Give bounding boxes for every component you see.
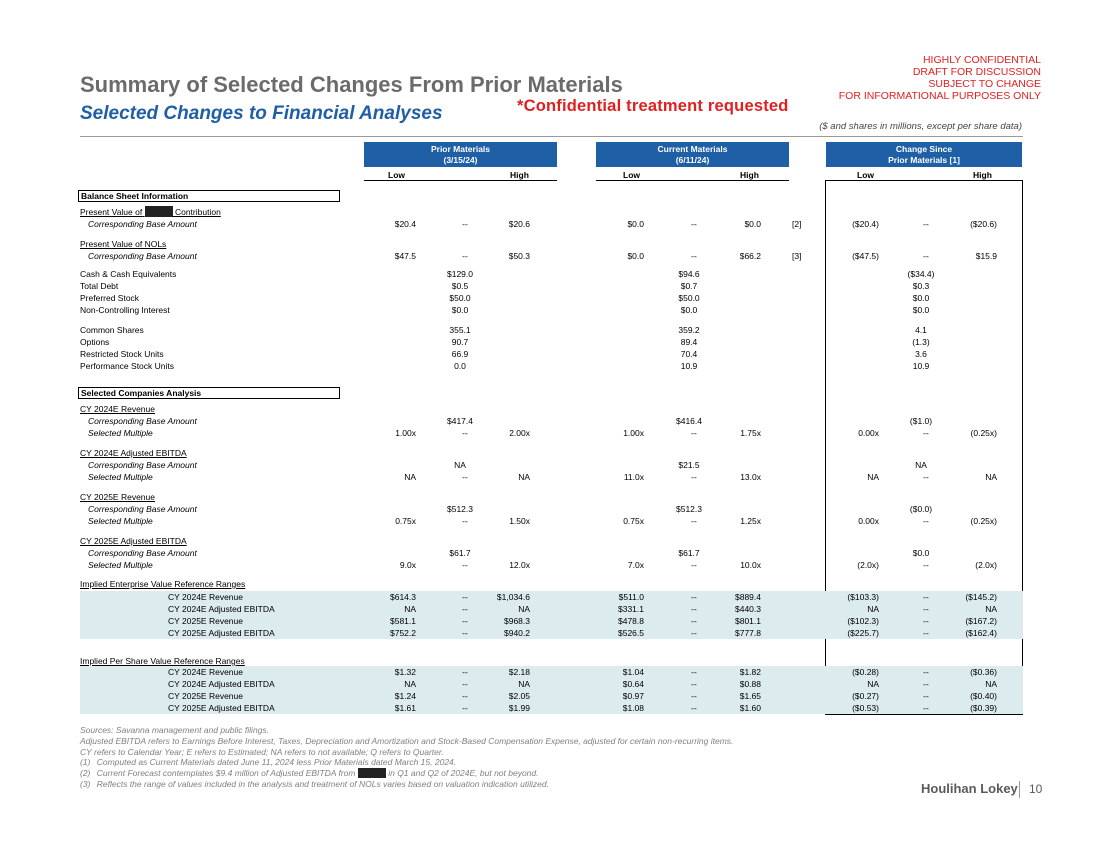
row-label: Non-Controlling Interest: [80, 305, 170, 315]
row-label: Options: [80, 337, 110, 347]
value-cell: $1.32: [394, 667, 416, 677]
row-label: CY 2025E Adjusted EBITDA: [168, 703, 275, 713]
table-row: [0, 280, 1100, 292]
footnote-line: Adjusted EBITDA refers to Earnings Before Interest, Taxes, Depreciation and Amortization and Stock-Based Compensation Expense, adjusted for certain non-recurring items.: [80, 735, 734, 746]
dash-cell: --: [923, 604, 929, 614]
section-balance-sheet: Balance Sheet Information: [78, 190, 340, 202]
section-selected-companies: Selected Companies Analysis: [78, 387, 340, 399]
value-cell: $21.5: [678, 460, 700, 470]
dash-cell: --: [691, 219, 697, 229]
value-cell: $889.4: [735, 592, 761, 602]
value-cell: 89.4: [680, 337, 698, 347]
value-cell: 1.25x: [740, 516, 761, 526]
prior-materials-header: [364, 142, 557, 167]
brand-logo: Houlihan Lokey: [921, 781, 1018, 796]
value-cell: $0.0: [680, 305, 698, 315]
value-cell: $478.8: [618, 616, 644, 626]
table-row: [0, 515, 1100, 527]
dash-cell: --: [462, 516, 468, 526]
value-cell: 10.9: [680, 361, 698, 371]
dash-cell: --: [691, 679, 697, 689]
value-cell: 13.0x: [740, 472, 761, 482]
row-label: Implied Per Share Value Reference Ranges: [80, 656, 245, 666]
redaction-block: [145, 206, 173, 217]
col-low-prior: Low: [388, 170, 405, 180]
footnote-ref: [3]: [792, 251, 802, 261]
table-row: [80, 678, 1023, 690]
dash-cell: --: [923, 516, 929, 526]
value-cell: $0.5: [451, 281, 469, 291]
value-cell: ($103.3): [847, 592, 879, 602]
row-label: Corresponding Base Amount: [88, 548, 197, 558]
row-label: Selected Multiple: [88, 428, 153, 438]
dash-cell: --: [923, 251, 929, 261]
row-label: Performance Stock Units: [80, 361, 175, 371]
dash-cell: --: [462, 428, 468, 438]
table-row: [0, 238, 1100, 250]
value-cell: $526.5: [618, 628, 644, 638]
row-label: Corresponding Base Amount: [88, 416, 197, 426]
value-cell: $512.3: [447, 504, 473, 514]
pv-contribution-label: Present Value of Contribution: [80, 207, 221, 217]
units-note: ($ and shares in millions, except per share data): [819, 121, 1022, 132]
value-cell: $581.1: [390, 616, 416, 626]
value-cell: $1.60: [739, 703, 761, 713]
confidentiality-line: SUBJECT TO CHANGE: [928, 78, 1041, 90]
dash-cell: --: [923, 219, 929, 229]
dash-cell: --: [462, 219, 468, 229]
value-cell: $1.99: [508, 703, 530, 713]
value-cell: $61.7: [678, 548, 700, 558]
col-high-current: High: [740, 170, 759, 180]
table-row: [0, 292, 1100, 304]
value-cell: $2.05: [508, 691, 530, 701]
dash-cell: --: [691, 691, 697, 701]
value-cell: 11.0x: [623, 472, 644, 482]
dash-cell: --: [462, 604, 468, 614]
change-header: [826, 142, 1022, 167]
footnote-line: (3) Reflects the range of values included in the analysis and treatment of NOLs varies based on valuation indication utilized.: [80, 778, 549, 789]
row-label: Corresponding Base Amount: [88, 460, 197, 470]
row-label: CY 2024E Adjusted EBITDA: [168, 604, 275, 614]
table-row: [0, 578, 1100, 590]
dash-cell: --: [923, 703, 929, 713]
value-cell: 355.1: [449, 325, 471, 335]
row-label: Common Shares: [80, 325, 144, 335]
value-cell: $66.2: [739, 251, 761, 261]
value-cell: $0.0: [912, 548, 930, 558]
value-cell: $50.0: [449, 293, 471, 303]
row-label: Corresponding Base Amount: [88, 219, 197, 229]
value-cell: ($0.40): [970, 691, 997, 701]
header-divider: [80, 136, 1023, 137]
table-row: [80, 627, 1023, 639]
value-cell: 70.4: [680, 349, 698, 359]
table-row: [80, 666, 1023, 678]
row-label: CY 2024E Revenue: [80, 404, 155, 414]
value-cell: $129.0: [447, 269, 473, 279]
value-cell: $417.4: [447, 416, 473, 426]
col-low-current: Low: [623, 170, 640, 180]
table-row: [0, 535, 1100, 547]
table-row: [0, 559, 1100, 571]
value-cell: $331.1: [618, 604, 644, 614]
row-label: Preferred Stock: [80, 293, 140, 303]
dash-cell: --: [462, 472, 468, 482]
dash-cell: --: [462, 691, 468, 701]
dash-cell: --: [691, 516, 697, 526]
row-label: Selected Multiple: [88, 560, 153, 570]
dash-cell: --: [923, 428, 929, 438]
value-cell: NA: [454, 460, 466, 470]
confidentiality-line: HIGHLY CONFIDENTIAL: [922, 54, 1041, 66]
value-cell: NA: [404, 679, 416, 689]
footnote-line: CY refers to Calendar Year; E refers to Estimated; NA refers to not available; Q refers to Quarter.: [80, 746, 444, 757]
table-row: [0, 360, 1100, 372]
value-cell: $1.61: [394, 703, 416, 713]
header-line: (3/15/24): [443, 155, 478, 165]
header-line: Prior Materials [1]: [888, 155, 960, 165]
value-cell: NA: [985, 679, 997, 689]
dash-cell: --: [691, 616, 697, 626]
dash-cell: --: [923, 592, 929, 602]
dash-cell: --: [691, 667, 697, 677]
value-cell: 3.6: [915, 349, 927, 359]
col-low-change: Low: [857, 170, 874, 180]
table-row: [0, 336, 1100, 348]
value-cell: NA: [867, 604, 879, 614]
header-line: Current Materials: [657, 144, 728, 154]
value-cell: $0.0: [627, 251, 644, 261]
row-label: Implied Enterprise Value Reference Ranges: [80, 579, 246, 589]
value-cell: (0.25x): [970, 516, 997, 526]
table-row: [0, 250, 1100, 262]
footnote-line: (2) Current Forecast contemplates $9.4 million of Adjusted EBITDA from in Q1 and Q2 of 2024E, but not beyond.: [80, 768, 539, 779]
value-cell: (2.0x): [975, 560, 997, 570]
value-cell: ($145.2): [965, 592, 997, 602]
table-row: [0, 403, 1100, 415]
value-cell: $20.6: [508, 219, 530, 229]
value-cell: $1,034.6: [496, 592, 530, 602]
value-cell: ($1.0): [909, 416, 933, 426]
value-cell: 90.7: [451, 337, 469, 347]
value-cell: $20.4: [394, 219, 416, 229]
value-cell: NA: [518, 679, 530, 689]
footnote-line: (1) Computed as Current Materials dated June 11, 2024 less Prior Materials dated March 15, 2024.: [80, 757, 457, 768]
page-title: Summary of Selected Changes From Prior Materials: [80, 72, 623, 97]
dash-cell: --: [691, 628, 697, 638]
footnotes: [80, 725, 733, 790]
value-cell: $752.2: [390, 628, 416, 638]
value-cell: $0.0: [912, 305, 930, 315]
row-label: CY 2024E Adjusted EBITDA: [168, 679, 275, 689]
confidential-treatment-note: *Confidential treatment requested: [517, 97, 789, 115]
confidentiality-banner: [839, 54, 1041, 102]
value-cell: 7.0x: [627, 560, 644, 570]
value-cell: ($20.6): [970, 219, 997, 229]
value-cell: ($225.7): [847, 628, 879, 638]
value-cell: 10.0x: [740, 560, 761, 570]
table-row: [80, 702, 1023, 714]
value-cell: $614.3: [390, 592, 416, 602]
table-row: [80, 591, 1023, 603]
value-cell: ($102.3): [847, 616, 879, 626]
value-cell: $511.0: [618, 592, 644, 602]
value-cell: $0.0: [627, 219, 644, 229]
row-label: CY 2024E Adjusted EBITDA: [80, 448, 187, 458]
value-cell: NA: [867, 679, 879, 689]
confidentiality-line: DRAFT FOR DISCUSSION: [912, 66, 1041, 78]
row-label: Total Debt: [80, 281, 119, 291]
dash-cell: --: [691, 560, 697, 570]
row-label: Corresponding Base Amount: [88, 504, 197, 514]
dash-cell: --: [691, 604, 697, 614]
table-row: [80, 603, 1023, 615]
value-cell: ($0.27): [852, 691, 879, 701]
value-cell: $0.88: [739, 679, 761, 689]
dash-cell: --: [691, 251, 697, 261]
value-cell: ($20.4): [852, 219, 879, 229]
row-label: CY 2025E Adjusted EBITDA: [80, 536, 187, 546]
table-row: [0, 415, 1100, 427]
value-cell: $1.82: [739, 667, 761, 677]
value-cell: (1.3): [912, 337, 930, 347]
value-cell: $47.5: [394, 251, 416, 261]
table-row: [0, 348, 1100, 360]
value-cell: ($0.0): [909, 504, 933, 514]
dash-cell: --: [923, 616, 929, 626]
row-label: Corresponding Base Amount: [88, 251, 197, 261]
subheader-rule: [364, 180, 557, 181]
dash-cell: --: [923, 472, 929, 482]
row-label: CY 2025E Adjusted EBITDA: [168, 628, 275, 638]
dash-cell: --: [691, 428, 697, 438]
dash-cell: --: [691, 472, 697, 482]
table-row: [0, 459, 1100, 471]
footer-divider: [1019, 781, 1020, 798]
value-cell: ($0.53): [852, 703, 879, 713]
value-cell: $50.3: [508, 251, 530, 261]
value-cell: ($0.28): [852, 667, 879, 677]
value-cell: NA: [867, 472, 879, 482]
current-materials-header: [596, 142, 789, 167]
dash-cell: --: [462, 251, 468, 261]
value-cell: $968.3: [504, 616, 530, 626]
value-cell: $0.97: [622, 691, 644, 701]
value-cell: 0.75x: [395, 516, 416, 526]
value-cell: ($162.4): [965, 628, 997, 638]
dash-cell: --: [923, 679, 929, 689]
table-row: [0, 304, 1100, 316]
value-cell: NA: [518, 604, 530, 614]
dash-cell: --: [462, 616, 468, 626]
value-cell: 1.00x: [395, 428, 416, 438]
row-label: Present Value of NOLs: [80, 239, 167, 249]
header-line: (6/11/24): [675, 155, 710, 165]
value-cell: 9.0x: [399, 560, 416, 570]
row-label: Selected Multiple: [88, 472, 153, 482]
page-number: 10: [1029, 782, 1043, 796]
row-label: CY 2024E Revenue: [168, 592, 243, 602]
header-line: Change Since: [895, 144, 953, 154]
value-cell: $777.8: [735, 628, 761, 638]
value-cell: $2.18: [508, 667, 530, 677]
value-cell: $0.64: [622, 679, 644, 689]
value-cell: $0.7: [680, 281, 698, 291]
table-row: [80, 690, 1023, 702]
page-subtitle: Selected Changes to Financial Analyses: [80, 103, 443, 124]
footnote-ref: [2]: [792, 219, 802, 229]
table-row: [0, 471, 1100, 483]
value-cell: $61.7: [449, 548, 471, 558]
value-cell: (2.0x): [857, 560, 879, 570]
row-label: Restricted Stock Units: [80, 349, 164, 359]
value-cell: $0.0: [912, 293, 930, 303]
value-cell: NA: [518, 472, 530, 482]
redaction-block: [358, 768, 386, 778]
value-cell: 0.0: [454, 361, 466, 371]
dash-cell: --: [923, 667, 929, 677]
dash-cell: --: [462, 679, 468, 689]
value-cell: $0.0: [744, 219, 761, 229]
value-cell: 10.9: [912, 361, 930, 371]
table-row: [80, 615, 1023, 627]
row-label: CY 2024E Revenue: [168, 667, 243, 677]
value-cell: $0.3: [912, 281, 930, 291]
value-cell: $512.3: [676, 504, 702, 514]
row-label: CY 2025E Revenue: [168, 616, 243, 626]
table-row: [0, 503, 1100, 515]
header-line: Prior Materials: [430, 144, 491, 154]
row-label: CY 2025E Revenue: [168, 691, 243, 701]
col-high-prior: High: [510, 170, 529, 180]
confidentiality-line: FOR INFORMATIONAL PURPOSES ONLY: [838, 90, 1041, 102]
value-cell: ($0.39): [970, 703, 997, 713]
footnote-line: Sources: Savanna management and public filings.: [80, 725, 270, 735]
value-cell: $94.6: [678, 269, 700, 279]
col-high-change: High: [973, 170, 992, 180]
value-cell: 2.00x: [509, 428, 530, 438]
value-cell: $50.0: [678, 293, 700, 303]
dash-cell: --: [923, 691, 929, 701]
value-cell: $801.1: [735, 616, 761, 626]
value-cell: NA: [404, 472, 416, 482]
value-cell: 1.75x: [740, 428, 761, 438]
value-cell: 4.1: [915, 325, 927, 335]
value-cell: NA: [985, 472, 997, 482]
value-cell: $1.65: [739, 691, 761, 701]
value-cell: $440.3: [735, 604, 761, 614]
value-cell: ($167.2): [965, 616, 997, 626]
table-row: [0, 447, 1100, 459]
table-row: [0, 491, 1100, 503]
value-cell: $1.24: [394, 691, 416, 701]
value-cell: 66.9: [451, 349, 469, 359]
value-cell: NA: [915, 460, 927, 470]
subheader-rule: [596, 180, 789, 181]
table-row: [0, 547, 1100, 559]
dash-cell: --: [462, 592, 468, 602]
value-cell: NA: [404, 604, 416, 614]
dash-cell: --: [462, 703, 468, 713]
dash-cell: --: [923, 560, 929, 570]
value-cell: ($0.36): [970, 667, 997, 677]
value-cell: 0.00x: [858, 428, 879, 438]
table-row: [0, 324, 1100, 336]
dash-cell: --: [462, 667, 468, 677]
row-label: CY 2025E Revenue: [80, 492, 155, 502]
table-row: [0, 427, 1100, 439]
row-label: Cash & Cash Equivalents: [80, 269, 177, 279]
value-cell: 0.75x: [623, 516, 644, 526]
table-row: [0, 206, 1100, 218]
dash-cell: --: [691, 592, 697, 602]
value-cell: $940.2: [504, 628, 530, 638]
value-cell: NA: [985, 604, 997, 614]
value-cell: $0.0: [451, 305, 469, 315]
value-cell: 12.0x: [509, 560, 530, 570]
value-cell: $416.4: [676, 416, 702, 426]
table-row: [0, 218, 1100, 230]
value-cell: 1.00x: [623, 428, 644, 438]
dash-cell: --: [691, 703, 697, 713]
value-cell: ($34.4): [907, 269, 935, 279]
table-row: [0, 268, 1100, 280]
value-cell: $1.04: [622, 667, 644, 677]
dash-cell: --: [923, 628, 929, 638]
value-cell: $15.9: [975, 251, 997, 261]
dash-cell: --: [462, 628, 468, 638]
dash-cell: --: [462, 560, 468, 570]
value-cell: (0.25x): [970, 428, 997, 438]
value-cell: ($47.5): [852, 251, 879, 261]
row-label: Selected Multiple: [88, 516, 153, 526]
value-cell: $1.08: [622, 703, 644, 713]
value-cell: 359.2: [678, 325, 700, 335]
value-cell: 1.50x: [509, 516, 530, 526]
value-cell: 0.00x: [858, 516, 879, 526]
